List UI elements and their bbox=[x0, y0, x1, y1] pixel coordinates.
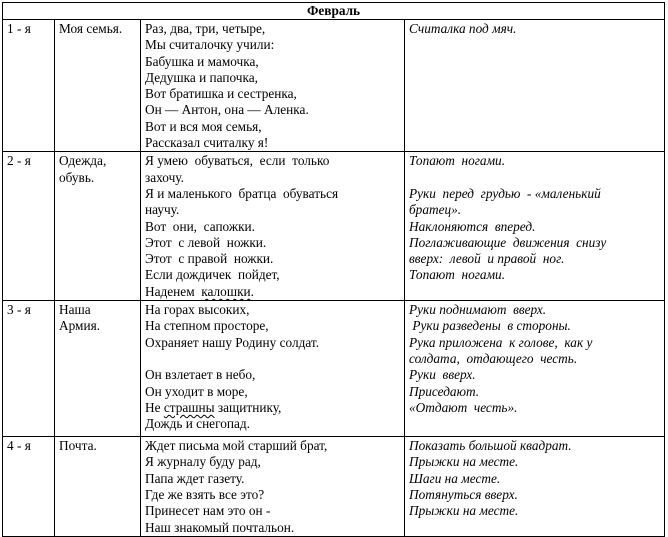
action-line: Показать большой квадрат. bbox=[409, 438, 572, 454]
action-line: Потянуться вверх. bbox=[409, 486, 518, 502]
verse-line: Этот с правой ножки. bbox=[145, 251, 274, 267]
action-line: Шаги на месте. bbox=[409, 470, 501, 486]
verse-line bbox=[145, 400, 400, 416]
spellcheck-word: страшны bbox=[163, 399, 215, 415]
verse-line: На горах высоких, bbox=[145, 302, 250, 318]
verse-line: Этот с левой ножки. bbox=[145, 234, 267, 250]
verse-cell bbox=[141, 301, 405, 437]
topic-line: Одежда, bbox=[59, 153, 107, 169]
verse-line: Дождь и снегопад. bbox=[145, 416, 250, 432]
actions-cell bbox=[405, 437, 665, 537]
table-row bbox=[3, 301, 665, 437]
spellcheck-word: калошки bbox=[201, 283, 251, 299]
verse-line: Папа ждет газету. bbox=[145, 470, 245, 486]
topic-cell bbox=[55, 20, 141, 152]
action-line: «Отдают честь». bbox=[409, 399, 518, 415]
verse-line: Я журналу буду рад, bbox=[145, 454, 261, 470]
actions-cell bbox=[405, 301, 665, 437]
action-line: Прыжки на месте. bbox=[409, 503, 519, 519]
action-line: Руки поднимают вверх. bbox=[409, 302, 547, 318]
verse-line-empty bbox=[145, 351, 400, 367]
verse-line: Он взлетает в небо, bbox=[145, 367, 256, 383]
topic-line: Наша bbox=[59, 302, 91, 318]
verse-text: . bbox=[250, 283, 254, 299]
verse-line: Он уходит в море, bbox=[145, 383, 248, 399]
verse-line: захочу. bbox=[145, 169, 184, 185]
verse-cell bbox=[141, 20, 405, 152]
week-cell: 2 - я bbox=[3, 152, 55, 301]
verse-line: научу. bbox=[145, 202, 180, 218]
action-line: Приседают. bbox=[409, 383, 480, 399]
verse-line: Вот и вся моя семья, bbox=[145, 118, 262, 134]
table-row bbox=[3, 437, 665, 537]
verse-line: Дедушка и папочка, bbox=[145, 69, 258, 85]
week-cell: 4 - я bbox=[3, 437, 55, 537]
topic-cell bbox=[55, 301, 141, 437]
verse-line: Охраняет нашу Родину солдат. bbox=[145, 334, 320, 350]
verse-line: Вот они, сапожки. bbox=[145, 218, 255, 234]
table-header-row bbox=[3, 3, 665, 20]
action-line: Топают ногами. bbox=[409, 267, 506, 283]
verse-line: Я умею обуваться, если только bbox=[145, 153, 330, 169]
action-line: Топают ногами. bbox=[409, 153, 506, 169]
action-line: Считалка под мяч. bbox=[409, 21, 517, 36]
verse-cell bbox=[141, 152, 405, 301]
action-line: Руки разведены в стороны. bbox=[409, 318, 571, 334]
week-cell: 3 - я bbox=[3, 301, 55, 437]
topic-line: обувь. bbox=[59, 169, 95, 185]
action-line: братец». bbox=[409, 202, 462, 218]
action-line: Руки вверх. bbox=[409, 367, 476, 383]
action-line: Рука приложена к голове, как у bbox=[409, 334, 593, 350]
topic-line: Армия. bbox=[59, 318, 101, 334]
actions-cell bbox=[405, 152, 665, 301]
verse-line: На степном просторе, bbox=[145, 318, 269, 334]
action-line: вверх: левой и правой ног. bbox=[409, 251, 565, 267]
verse-line: Бабушка и мамочка, bbox=[145, 53, 259, 69]
week-cell: 1 - я bbox=[3, 20, 55, 152]
verse-line: Ждет письма мой старший брат, bbox=[145, 438, 328, 454]
verse-line: Принесет нам это он - bbox=[145, 503, 271, 519]
action-line: солдата, отдающего честь. bbox=[409, 350, 578, 366]
actions-cell bbox=[405, 20, 665, 152]
verse-line: Вот братишка и сестренка, bbox=[145, 86, 297, 102]
action-line: Руки перед грудью - «маленький bbox=[409, 185, 601, 201]
month-title: Февраль bbox=[3, 3, 665, 20]
topic-cell bbox=[55, 152, 141, 301]
verse-line: Мы считалочку учили: bbox=[145, 37, 275, 53]
topic-line: Почта. bbox=[59, 438, 97, 454]
verse-text: Наденем bbox=[145, 283, 202, 299]
verse-line bbox=[145, 284, 400, 300]
topic-cell bbox=[55, 437, 141, 537]
lesson-table bbox=[2, 2, 665, 537]
table-row bbox=[3, 152, 665, 301]
verse-line: Наш знакомый почтальон. bbox=[145, 519, 295, 535]
action-line: Поглаживающие движения снизу bbox=[409, 234, 607, 250]
verse-line: Где же взять все это? bbox=[145, 486, 265, 502]
table-row bbox=[3, 20, 665, 152]
verse-line: Если дождичек пойдет, bbox=[145, 267, 280, 283]
verse-line: Он — Антон, она — Аленка. bbox=[145, 102, 309, 118]
verse-line: Рассказал считалку я! bbox=[145, 135, 269, 151]
action-line: Наклоняются вперед. bbox=[409, 218, 536, 234]
verse-cell bbox=[141, 437, 405, 537]
verse-text: защитнику, bbox=[214, 399, 282, 415]
verse-line: Раз, два, три, четыре, bbox=[145, 21, 266, 36]
action-line: Прыжки на месте. bbox=[409, 454, 519, 470]
action-line-empty bbox=[409, 170, 660, 186]
verse-text: Не bbox=[145, 399, 164, 415]
topic-line: Моя семья. bbox=[59, 21, 123, 36]
verse-line: Я и маленького братца обуваться bbox=[145, 185, 339, 201]
